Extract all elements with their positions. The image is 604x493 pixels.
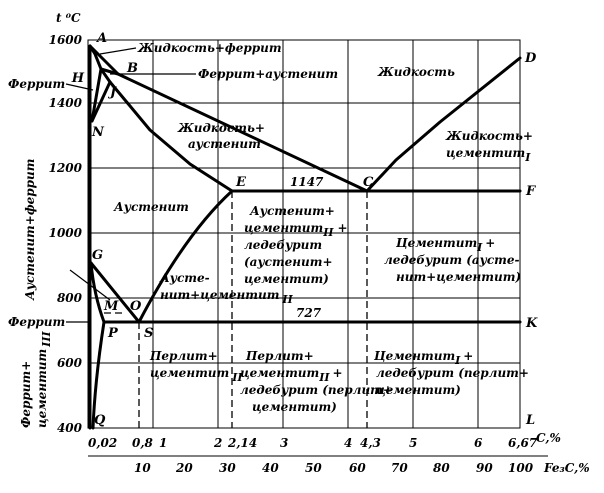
region-text-line: + (463, 349, 474, 363)
region-aust-cem: Аусте- (160, 271, 210, 285)
point-label-g: G (92, 248, 104, 263)
x-tick-fe3c: 90 (476, 461, 493, 475)
x-tick-c: 4 (344, 436, 353, 450)
region-cementite-pearlite (373, 349, 473, 367)
eutectic-temp: 1147 (290, 175, 324, 189)
x-tick-c: 6,67 (508, 436, 538, 450)
region-text-line: цементит (150, 366, 230, 380)
region-cementite-pearlite: цементит) (376, 383, 461, 397)
region-labels (8, 41, 536, 428)
region-austenite-ferrite: Аустенит+феррит (23, 158, 37, 300)
region-ferrite-austenite: Феррит+аустенит (198, 67, 339, 81)
region-subscript: II (232, 371, 243, 384)
point-label-p: P (108, 326, 118, 341)
y-tick-1000: 1000 (48, 226, 82, 240)
region-subscript: II (319, 371, 330, 384)
region-liquid-cementite (446, 146, 531, 164)
x-tick-fe3c: 40 (262, 461, 279, 475)
region-pearlite-ledeb (240, 366, 343, 384)
y-tick-800: 800 (56, 291, 82, 305)
region-aust-ledeb: цементит) (244, 272, 329, 286)
region-liquid-austenite (188, 137, 261, 151)
region-text-line: цементит (35, 348, 49, 428)
x-tick-fe3c: 70 (391, 461, 408, 475)
y-tick-1600: 1600 (48, 33, 82, 47)
x-tick-fe3c: 10 (134, 461, 151, 475)
y-tick-400: 400 (56, 421, 82, 435)
x-tick-fe3c: 100 (508, 461, 534, 475)
region-subscript: III (40, 331, 53, 347)
x-tick-c: 4,3 (360, 436, 381, 450)
region-text-line: Жидкость+ (178, 121, 265, 135)
region-text-line: аустенит (188, 137, 261, 151)
region-cem-ledeb: нит+цементит) (396, 270, 522, 284)
x-tick-c: 2 (214, 436, 223, 450)
x-tick-c: 5 (409, 436, 418, 450)
x-tick-fe3c: 80 (433, 461, 450, 475)
x-tick-fe3c: 20 (176, 461, 193, 475)
region-liquid-ferrite: Жидкость+феррит (138, 41, 282, 55)
region-text-line: цементит (244, 221, 324, 235)
x-tick-fe3c: 50 (305, 461, 322, 475)
region-text-line: Цементит (374, 349, 456, 363)
point-label-f: F (526, 184, 536, 199)
region-text-line: + (332, 366, 343, 380)
region-text-line: цементит (240, 366, 320, 380)
region-liquid-austenite (177, 121, 265, 135)
x-tick-fe3c: 30 (219, 461, 236, 475)
x-tick-c: 0,8 (132, 436, 153, 450)
x-axis-cementite (88, 456, 590, 475)
point-label-s: S (144, 326, 154, 341)
region-pearlite-ledeb: Перлит+ (246, 349, 314, 363)
region-subscript: I (525, 151, 531, 164)
x-tick-c: 0,02 (88, 436, 118, 450)
point-label-c: C (363, 175, 374, 190)
region-ferrite-cementite (35, 331, 53, 428)
region-aust-ledeb: (аустенит+ (244, 255, 333, 269)
point-label-o: O (130, 299, 142, 314)
x-tick-c: 3 (280, 436, 289, 450)
point-label-l: L (526, 413, 536, 428)
eutectoid-temp: 727 (296, 306, 322, 320)
region-subscript: II (282, 293, 293, 306)
region-pearlite-cementite (150, 366, 243, 384)
region-ferrite-mid: Феррит (8, 315, 66, 329)
x-tick-c: 1 (159, 436, 168, 450)
region-liquid: Жидкость (378, 65, 455, 79)
region-subscript: I (455, 354, 461, 367)
region-text-line: + (337, 221, 348, 235)
point-label-b: B (127, 61, 138, 76)
region-subscript: II (323, 226, 334, 239)
y-tick-1200: 1200 (48, 161, 82, 175)
x-axis-title-carbon: C,% (536, 431, 561, 445)
region-pearlite-ledeb: ледебурит (перлит+ (240, 383, 393, 397)
region-text-line: нит+цементит (160, 288, 280, 302)
region-cem-ledeb: ледебурит (аусте- (384, 253, 520, 267)
region-ferrite-cementite: Феррит+ (19, 360, 33, 428)
x-axis-carbon (88, 431, 561, 450)
region-text-line: Цементит (396, 236, 478, 250)
y-tick-600: 600 (56, 356, 82, 370)
point-label-m: M (104, 299, 119, 314)
region-text-line: цементит (446, 146, 526, 160)
y-tick-1400: 1400 (48, 96, 82, 110)
x-tick-c: 2,14 (228, 436, 258, 450)
x-axis-title-fe3c: Fe₃C,% (544, 461, 590, 475)
region-aust-ledeb: ледебурит (244, 238, 323, 252)
point-label-k: K (526, 316, 538, 331)
point-label-a: A (97, 31, 108, 46)
region-pearlite-ledeb: цементит) (252, 400, 337, 414)
region-subscript: I (477, 241, 483, 254)
pointer-liquid-ferrite (100, 48, 136, 54)
region-ferrite-top: Феррит (8, 77, 66, 91)
region-pearlite-cementite: Перлит+ (150, 349, 218, 363)
region-austenite: Аустенит (114, 200, 189, 214)
region-liquid-cementite: Жидкость+ (446, 129, 533, 143)
region-aust-cem (160, 288, 294, 306)
point-label-e: E (236, 175, 246, 190)
region-cementite-pearlite: ледебурит (перлит+ (376, 366, 529, 380)
x-tick-fe3c: 60 (349, 461, 366, 475)
y-axis-title: t ⁰C (56, 11, 81, 25)
point-label-d: D (525, 51, 537, 66)
point-label-q: Q (94, 413, 106, 428)
region-aust-ledeb: Аустенит+ (250, 204, 335, 218)
point-label-h: H (71, 71, 84, 86)
region-text-line: + (485, 236, 496, 250)
point-label-n: N (92, 125, 104, 140)
point-label-j: J (110, 85, 117, 100)
x-tick-c: 6 (474, 436, 483, 450)
region-aust-ledeb (244, 221, 348, 239)
region-cem-ledeb (395, 236, 495, 254)
